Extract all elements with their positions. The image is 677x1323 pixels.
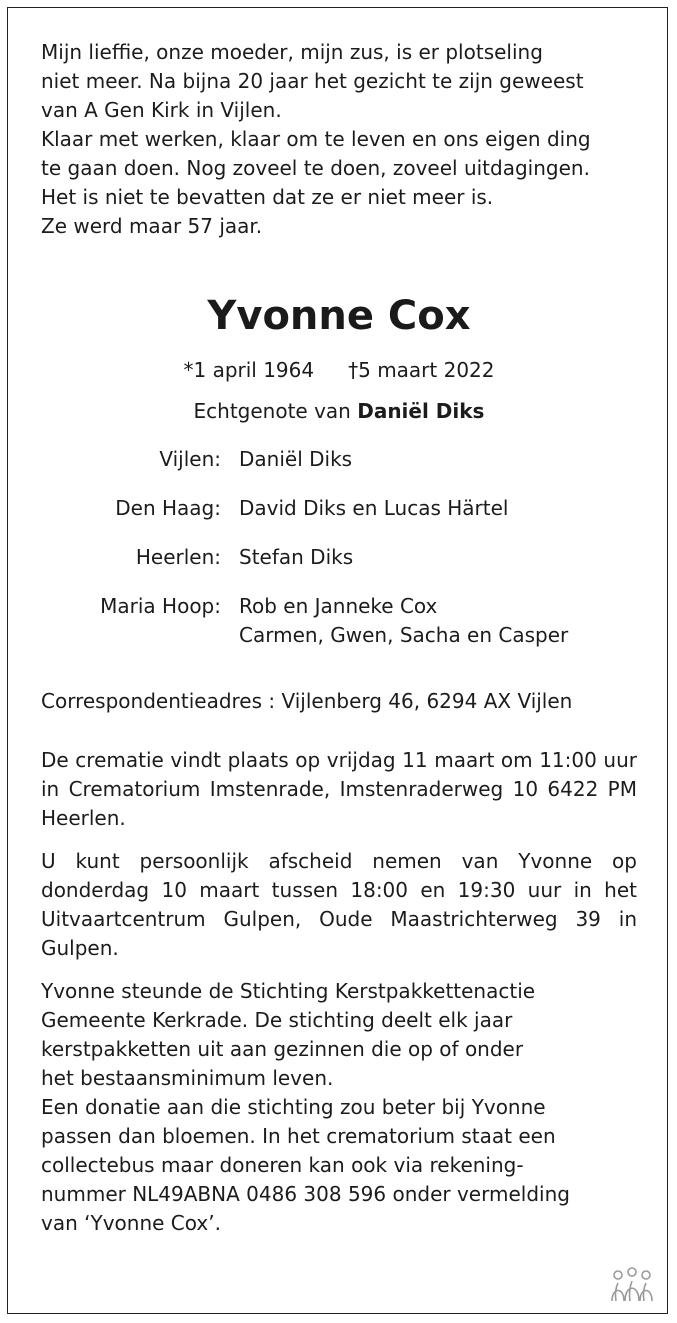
family-row <box>41 543 637 572</box>
birth-date: *1 april 1964 <box>183 358 315 382</box>
donation-line: van ‘Yvonne Cox’. <box>41 1211 221 1235</box>
intro-line: Mijn lieffie, onze moeder, mijn zus, is er plotseling <box>41 40 543 64</box>
spouse-prefix: Echtgenote van <box>193 399 351 423</box>
family-place: Den Haag: <box>115 496 221 520</box>
intro-line: Ze werd maar 57 jaar. <box>41 214 263 238</box>
family-place: Heerlen: <box>135 545 221 569</box>
family-names: David Diks en Lucas Härtel <box>239 496 509 520</box>
family-names: Carmen, Gwen, Sacha en Casper <box>239 623 569 647</box>
donation-info <box>41 977 637 1238</box>
donation-line: het bestaansminimum leven. <box>41 1066 334 1090</box>
correspondence-address: Correspondentieadres : Vijlenberg 46, 6294 AX Vijlen <box>41 689 573 713</box>
family-row <box>41 592 637 650</box>
family-place: Vijlen: <box>159 447 221 471</box>
intro-text <box>41 38 637 241</box>
deceased-name: Yvonne Cox <box>207 293 471 339</box>
donation-line: Yvonne steunde de Stichting Kerstpakkettenactie <box>41 979 536 1003</box>
family-list <box>41 445 637 650</box>
spouse-name: Daniël Diks <box>357 399 485 423</box>
death-notice <box>41 38 637 1238</box>
donation-line: passen dan bloemen. In het crematorium staat een <box>41 1124 556 1148</box>
donation-line: nummer NL49ABNA 0486 308 596 onder vermelding <box>41 1182 570 1206</box>
family-names: Rob en Janneke Cox <box>239 594 438 618</box>
intro-line: niet meer. Na bijna 20 jaar het gezicht te zijn geweest <box>41 69 584 93</box>
family-row <box>41 445 637 474</box>
life-dates <box>41 356 637 384</box>
death-date: †5 maart 2022 <box>348 358 495 382</box>
family-row <box>41 494 637 523</box>
donation-line: kerstpakketten uit aan gezinnen die op of onder <box>41 1037 524 1061</box>
intro-line: te gaan doen. Nog zoveel te doen, zoveel uitdagingen. <box>41 156 590 180</box>
people-group-icon <box>609 1267 655 1305</box>
donation-line: Gemeente Kerkrade. De stichting deelt elk jaar <box>41 1008 513 1032</box>
family-names: Stefan Diks <box>239 545 354 569</box>
intro-line: Het is niet te bevatten dat ze er niet meer is. <box>41 185 494 209</box>
family-place: Maria Hoop: <box>100 594 221 618</box>
intro-line: van A Gen Kirk in Vijlen. <box>41 98 282 122</box>
cremation-info: De crematie vindt plaats op vrijdag 11 maart om 11:00 uur in Crematorium Imstenrade, Imstenraderweg 10 6422 PM Heerlen. <box>41 748 637 830</box>
donation-line: Een donatie aan die stichting zou beter bij Yvonne <box>41 1095 546 1119</box>
farewell-info: U kunt persoonlijk afscheid nemen van Yvonne op donderdag 10 maart tussen 18:00 en 19:30 uur in het Uitvaartcentrum Gulpen, Oude Maastrichterweg 39 in Gulpen. <box>41 849 637 960</box>
family-names: Daniël Diks <box>239 447 353 471</box>
spouse-line <box>41 397 637 425</box>
donation-line: collectebus maar doneren kan ook via rekening- <box>41 1153 524 1177</box>
intro-line: Klaar met werken, klaar om te leven en ons eigen ding <box>41 127 591 151</box>
